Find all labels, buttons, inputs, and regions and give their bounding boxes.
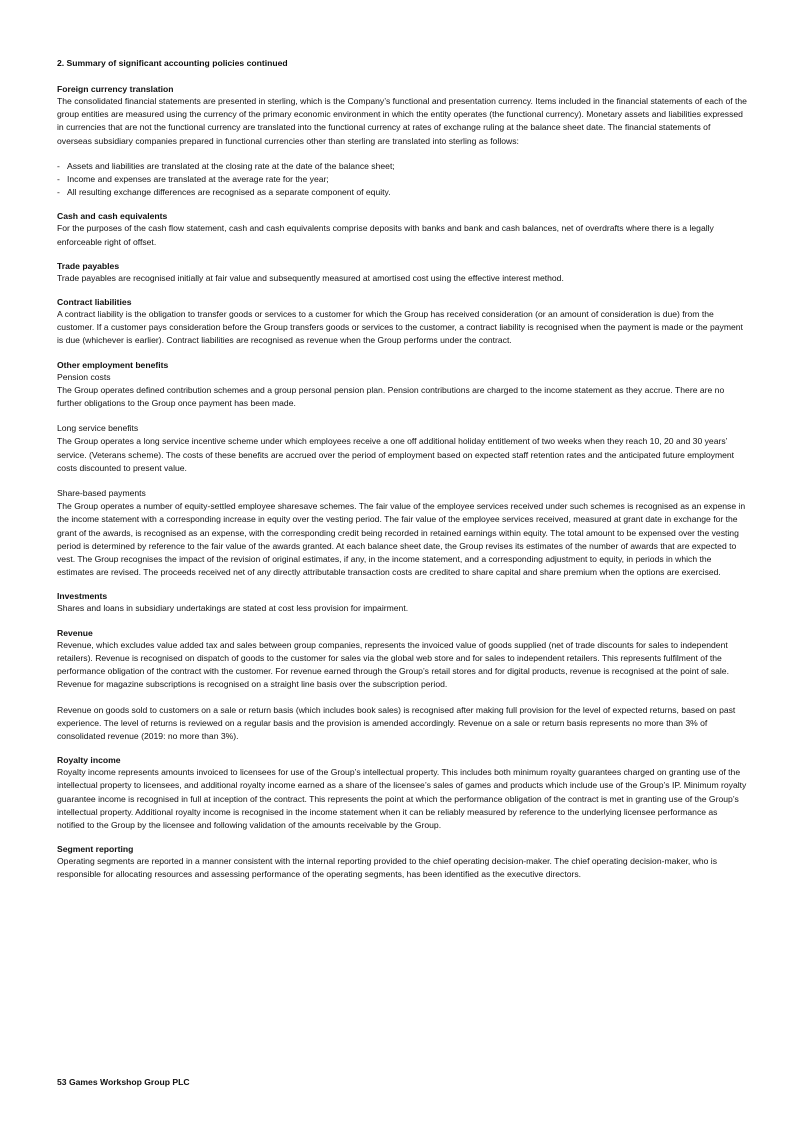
list-item: - All resulting exchange differences are recognised as a separate component of equity. <box>57 187 391 198</box>
section-foreign-currency <box>57 83 747 199</box>
section-segment <box>57 843 747 881</box>
page-title: 2. Summary of significant accounting policies continued <box>57 58 288 68</box>
section-revenue <box>57 627 747 743</box>
list-item: - Income and expenses are translated at the average rate for the year; <box>57 174 329 185</box>
segment-heading: Segment reporting <box>57 844 134 855</box>
page-footer: 53 Games Workshop Group PLC <box>57 1077 190 1087</box>
section-cash <box>57 210 747 248</box>
contract-liabilities-paragraph: A contract liability is the obligation to transfer goods or services to a customer for which the Group has received consideration (or an amount of consideration is due) from the customer. If a customer pays consideration before the Group transfers goods or services to the customer, a contract liability is recognised when the payment is made or the payment is due (whichever is earlier). Contract liabilities are recognised as revenue when the Group performs under the contract. <box>57 309 743 346</box>
long-service-heading: Long service benefits <box>57 423 139 434</box>
long-service-paragraph: The Group operates a long service incentive scheme under which employees receive a one off additional holiday entitlement of two weeks when they reach 10, 20 and 30 years’ service. (Veterans scheme). The costs of these benefits are accrued over the period of employment based on expected staff retention rates and the anticipated future employment costs discounted to present value. <box>57 436 735 473</box>
share-based-heading: Share-based payments <box>57 488 146 499</box>
cash-heading: Cash and cash equivalents <box>57 211 168 222</box>
revenue-heading: Revenue <box>57 627 93 638</box>
contract-liabilities-heading: Contract liabilities <box>57 297 132 308</box>
royalty-heading: Royalty income <box>57 755 121 766</box>
pension-paragraph: The Group operates defined contribution schemes and a group personal pension plan. Pension contributions are charged to the income statement as they accrue. There are no further obligations to the Group once payment has been made. <box>57 384 725 409</box>
section-employment-benefits <box>57 359 747 580</box>
foreign-currency-heading: Foreign currency translation <box>57 84 174 94</box>
investments-paragraph: Shares and loans in subsidiary undertakings are stated at cost less provision for impairment. <box>57 603 409 614</box>
revenue-paragraph-1: Revenue, which excludes value added tax and sales between group companies, represents the invoiced value of goods supplied (net of trade discounts for sales to independent retailers). Revenue is recognised on dispatch of goods to the customer for sales via the global web store and for sales to independent retailers. This represents fulfilment of the performance obligation of the contract with the customer. For revenue earned through the Group’s retail stores and for digital products, revenue is recognised at the point of sale. Revenue for magazine subscriptions is recognised on a straight line basis over the subscription period. <box>57 639 729 690</box>
segment-paragraph: Operating segments are reported in a manner consistent with the internal reporting provided to the chief operating decision-maker. The chief operating decision-maker, who is responsible for allocating resources and assessing performance of the operating segments, has been identified as the executive directors. <box>57 856 718 880</box>
section-royalty <box>57 754 747 832</box>
section-trade-payables <box>57 260 747 285</box>
foreign-currency-paragraph: The consolidated financial statements are presented in sterling, which is the Company’s functional and presentation currency. Items included in the financial statements of each of the group entities are measured using the currency of the primary economic environment in which the entity operates (the functional currency). Monetary assets and liabilities expressed in currencies that are not the functional currency are translated into the functional currency at rates of exchange ruling at the balance sheet date. The financial statements of overseas subsidiary companies prepared in functional currencies other than sterling are translated into sterling as follows: <box>57 96 747 146</box>
section-contract-liabilities <box>57 296 747 348</box>
document-page <box>57 57 747 893</box>
pension-heading: Pension costs <box>57 371 111 382</box>
cash-paragraph: For the purposes of the cash flow statement, cash and cash equivalents comprise deposits with banks and bank and cash balances, net of overdrafts where there is a legally enforceable right of offset. <box>57 223 714 247</box>
foreign-currency-bullets <box>57 160 747 200</box>
investments-heading: Investments <box>57 591 108 602</box>
trade-payables-paragraph: Trade payables are recognised initially at fair value and subsequently measured at amortised cost using the effective interest method. <box>57 272 564 283</box>
royalty-paragraph: Royalty income represents amounts invoiced to licensees for use of the Group’s intellectual property. This includes both minimum royalty guarantees charged on granting use of the intellectual property to licensees, and additional royalty income earned as a share of the licensee’s sales of games and products which include use of the Group’s IP. Minimum royalty guarantee income is recognised in full at inception of the contract. This represents the point at which the performance obligation of the contract is met in granting use of the Group’s intellectual property. Additional royalty income is recognised in the income statement when it can be reliably measured by reference to the underlying licensee performance as notified to the Group by the licensee and following validation of the amounts receivable by the Group. <box>57 767 747 830</box>
share-based-paragraph: The Group operates a number of equity-settled employee sharesave schemes. The fair value of the employee services received under such schemes is recognised as an expense in the income statement with a corresponding increase in equity over the vesting period. The fair value of the employee services received, measured at grant date in exchange for the grant of the awards, is recognised as an expense, with the corresponding credit being recorded in retained earnings within equity. The total amount to be expensed over the vesting period is determined by reference to the fair value of the awards granted. At each balance sheet date, the Group revises its estimates of the number of awards that are expected to vest. The Group recognises the impact of the revision of original estimates, if any, in the income statement, and a corresponding adjustment to equity, in periods in which the estimates are revised. The proceeds received net of any directly attributable transaction costs are credited to share capital and share premium when the options are exercised. <box>57 501 746 578</box>
employment-benefits-heading: Other employment benefits <box>57 359 169 370</box>
list-item: - Assets and liabilities are translated at the closing rate at the date of the balance sheet; <box>57 160 395 171</box>
trade-payables-heading: Trade payables <box>57 260 120 271</box>
section-investments <box>57 590 747 615</box>
revenue-paragraph-2: Revenue on goods sold to customers on a sale or return basis (which includes book sales) is recognised after making full provision for the level of expected returns, based on past experience. The level of returns is reviewed on a regular basis and the provision is amended accordingly. Revenue on a sale or return basis represents no more than 3% of consolidated revenue (2019: no more than 3%). <box>57 704 736 741</box>
